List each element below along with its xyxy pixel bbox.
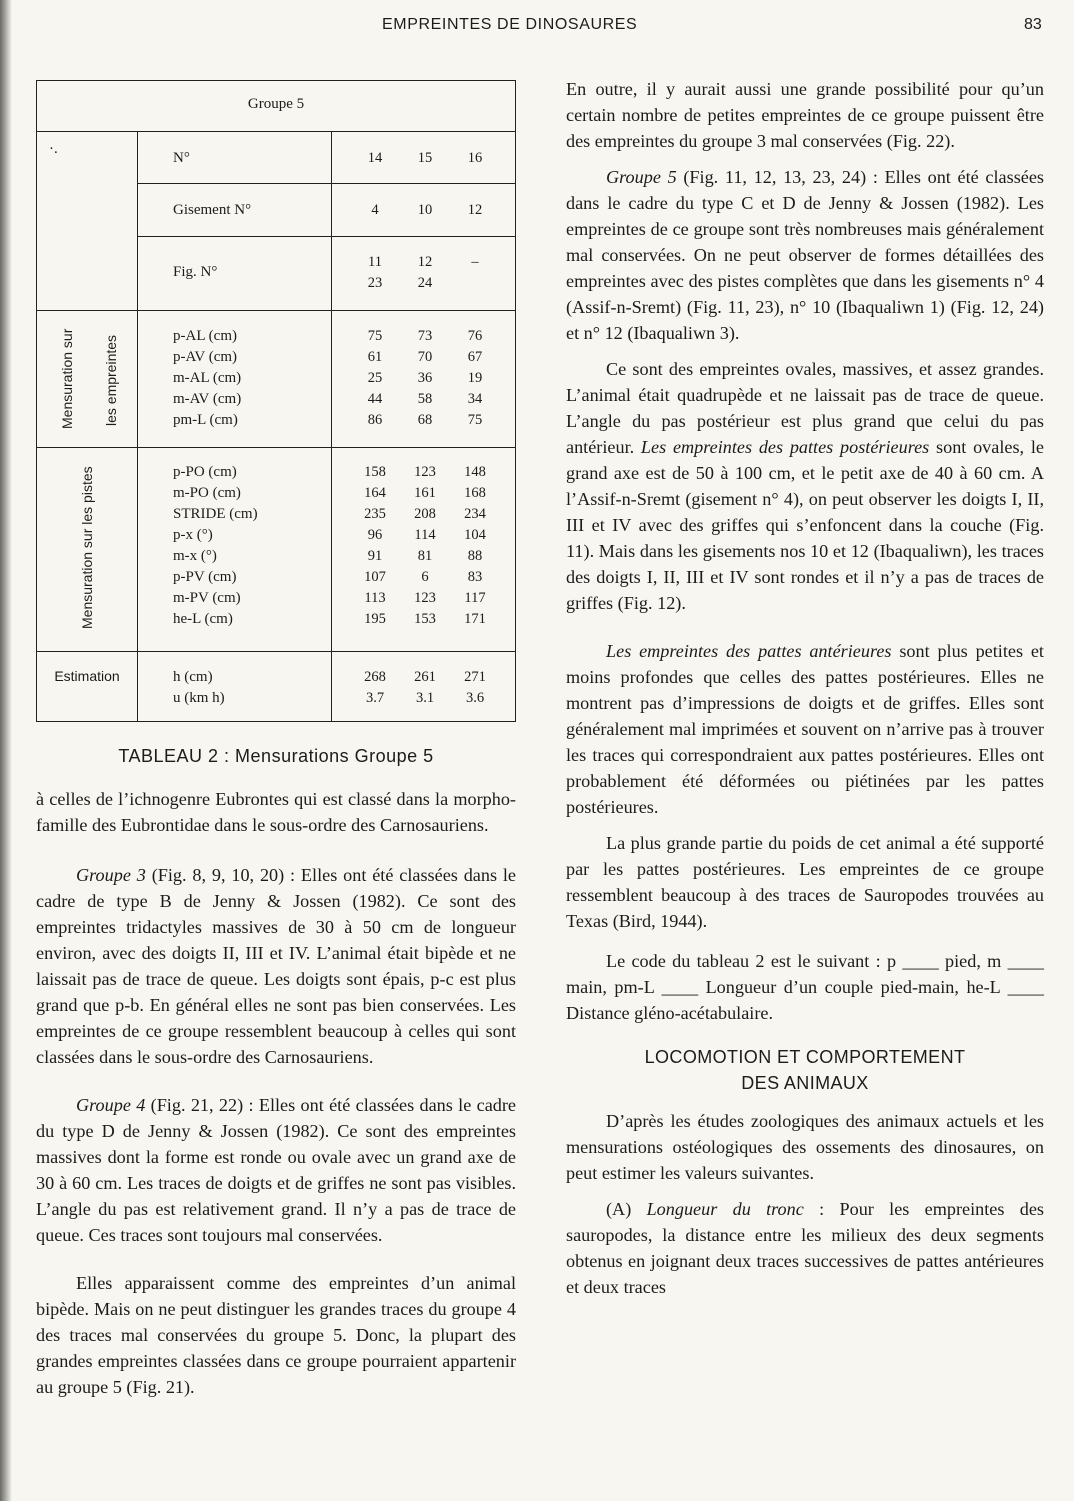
cell: 208 (414, 506, 436, 522)
cell: 171 (464, 611, 486, 627)
cell: 14 (367, 150, 383, 166)
group-heading: Groupe 3 (76, 865, 146, 885)
cell: 148 (464, 464, 486, 480)
row-label: m-PO (cm) (173, 485, 241, 501)
book-binding-shadow (0, 0, 12, 1501)
paragraph-text: (A) (606, 1199, 647, 1219)
paragraph-code (566, 948, 1044, 1026)
cell: 70 (417, 349, 433, 365)
cell: 4 (371, 202, 379, 218)
cell: 10 (417, 202, 433, 218)
cell: 168 (464, 485, 486, 501)
heading-line: DES ANIMAUX (741, 1073, 869, 1093)
cell: 73 (417, 328, 433, 344)
cell: 67 (467, 349, 483, 365)
cell: 104 (464, 527, 486, 543)
cell: 3.6 (465, 690, 485, 706)
paragraph-text: sont plus petites et moins profondes que celles des pattes postérieures. Elles ne montrent pas d’impressions de doigts et de griffes. Elles sont généralement mal imprimées et souvent on n’arrive pas à trouver les traces qui correspondraient aux pattes postérieures. Elles ont probablement été déformées ou piétinées par les pattes postérieures. (566, 641, 1044, 817)
section-heading (566, 1044, 1044, 1096)
cell: 195 (364, 611, 386, 627)
paragraph-etudes (566, 1108, 1044, 1186)
group-label-empreintes-2: les empreintes (103, 334, 119, 426)
row-label-gisement: Gisement N° (173, 202, 252, 218)
cell: 235 (364, 506, 386, 522)
cell: 268 (364, 669, 386, 685)
cell: 12 (467, 202, 483, 218)
cell: 3.7 (365, 690, 385, 706)
cell: 88 (467, 548, 483, 564)
cell: 123 (414, 590, 436, 606)
row-label: STRIDE (cm) (173, 506, 258, 522)
heading-line: LOCOMOTION ET COMPORTEMENT (644, 1047, 966, 1067)
cell: 271 (464, 669, 486, 685)
measurement-table (36, 80, 516, 722)
cell: 117 (464, 590, 486, 606)
cell: 123 (414, 464, 436, 480)
page-header (0, 16, 1074, 40)
row-label: he-L (cm) (173, 611, 233, 627)
cell: 3.1 (415, 690, 435, 706)
cell: 75 (467, 412, 483, 428)
cell: 114 (414, 527, 436, 543)
paragraph-poids (566, 830, 1044, 934)
cell: 61 (367, 349, 383, 365)
cell: 25 (367, 370, 383, 386)
paragraph-text: Ce sont des empreintes ovales, massives, et assez grandes. L’animal était quadrupède et ne laissait pas de trace de queue. L’angle du pas postérieur est plus grand que celui du pas antérieur. (566, 359, 1044, 457)
page-number: 83 (1024, 16, 1042, 33)
table-corner-mark: ·. (49, 141, 58, 157)
table-rule (37, 131, 515, 132)
cell: 81 (417, 548, 433, 564)
row-label: p-AV (cm) (173, 349, 238, 365)
row-label: p-x (°) (173, 527, 213, 543)
cell: 158 (364, 464, 386, 480)
table-rule (331, 131, 332, 721)
paragraph-groupe-5 (566, 164, 1044, 346)
table-title: Groupe 5 (247, 96, 305, 112)
paragraph-text: La plus grande partie du poids de cet animal a été supporté par les pattes postérieures. Les empreintes de ce groupe ressemblent beaucoup à des traces de Sauropodes trouvées au Texas (Bird, 1944). (566, 833, 1044, 931)
emphasis: Les empreintes des pattes postérieures (640, 437, 930, 457)
row-label: pm-L (cm) (173, 412, 238, 428)
row-label: m-AV (cm) (173, 391, 242, 407)
paragraph-possibilite (566, 76, 1044, 154)
cell: 36 (417, 370, 433, 386)
paragraph-groupe-3 (36, 862, 516, 1070)
paragraph-text: (Fig. 11, 12, 13, 23, 24) : Elles ont été classées dans le cadre du type C et D de Jenny & Jossen (1982). Les empreintes de ce groupe sont très nombreuses mais généralement mal conservées. On ne peut observer de formes détaillées des empreintes avec des pistes complètes que dans les gisements n° 4 (Assif-n-Sremt) (Fig. 11, 23), n° 10 (Ibaqualiwn 1) (Fig. 12, 24) et n° 12 (Ibaqualiwn 3). (566, 167, 1044, 343)
row-label: p-PO (cm) (173, 464, 237, 480)
table-caption: TABLEAU 2 : Mensurations Groupe 5 (118, 746, 434, 766)
paragraph-text: D’après les études zoologiques des animaux actuels et les mensurations ostéologiques des ossements des dinosaures, on peut estimer les valeurs suivantes. (566, 1111, 1044, 1183)
cell: 34 (467, 391, 483, 407)
cell: 19 (467, 370, 483, 386)
cell: 12 (417, 254, 433, 270)
paragraph-groupe-4 (36, 1092, 516, 1248)
right-column (566, 76, 1044, 1300)
table-rule (137, 131, 138, 721)
emphasis: Les empreintes des pattes antérieures (606, 641, 892, 661)
cell: 11 (368, 254, 382, 270)
cell: 234 (464, 506, 486, 522)
cell: 86 (367, 412, 383, 428)
paragraph-text: Elles apparaissent comme des empreintes d’un animal bipède. Mais on ne peut distinguer les grandes traces du groupe 4 des traces mal conservées du groupe 5. Donc, la plupart des grandes empreintes classées dans ce groupe pourraient appartenir au groupe 5 (Fig. 21). (36, 1273, 516, 1397)
cell: 261 (414, 669, 436, 685)
cell: 16 (467, 150, 483, 166)
cell: 161 (414, 485, 436, 501)
paragraph-text: : Pour les empreintes des sauropodes, la distance entre les milieux des deux segments obtenus en joignant deux traces successives de pattes antérieures et deux traces (566, 1199, 1045, 1297)
running-title: EMPREINTES DE DINOSAURES (382, 16, 638, 33)
paragraph-text: En outre, il y aurait aussi une grande possibilité pour qu’un certain nombre de petites empreintes de ce groupe puissent être des empreintes du groupe 3 mal conservées (Fig. 22). (566, 79, 1044, 151)
cell: 68 (417, 412, 433, 428)
cell: 23 (367, 275, 383, 291)
cell: 83 (467, 569, 483, 585)
cell: 76 (467, 328, 483, 344)
row-label: p-AL (cm) (173, 328, 237, 344)
row-label: u (km h) (173, 690, 225, 706)
cell: 164 (364, 485, 386, 501)
left-column (36, 786, 516, 1400)
cell: 44 (367, 391, 383, 407)
row-label: p-PV (cm) (173, 569, 237, 585)
group-label-pistes: Mensuration sur les pistes (79, 466, 95, 629)
cell: 96 (367, 527, 383, 543)
cell: 113 (364, 590, 386, 606)
cell: 107 (364, 569, 386, 585)
paragraph-anterieures (566, 638, 1044, 820)
paragraph-bipede (36, 1270, 516, 1400)
paragraph-eubrontes (36, 786, 516, 838)
group-heading: Groupe 4 (76, 1095, 146, 1115)
cell: 6 (421, 569, 429, 585)
row-label: h (cm) (173, 669, 213, 685)
row-label: m-PV (cm) (173, 590, 241, 606)
cell: 15 (417, 150, 433, 166)
cell: 24 (417, 275, 433, 291)
row-label-fig: Fig. N° (173, 264, 218, 280)
row-label-number: N° (173, 150, 190, 166)
table-rule (137, 183, 515, 184)
table-rule (37, 651, 515, 652)
row-label: m-AL (cm) (173, 370, 242, 386)
group-label-empreintes-1: Mensuration sur (59, 328, 75, 429)
cell: 153 (414, 611, 436, 627)
paragraph-ovales (566, 356, 1044, 616)
emphasis: Longueur du tronc (646, 1199, 804, 1219)
table-rule (137, 236, 515, 237)
cell: 91 (367, 548, 383, 564)
table-rule (37, 310, 515, 311)
cell: 75 (367, 328, 383, 344)
paragraph-text: sont ovales, le grand axe est de 50 à 100 cm, et le petit axe de 40 à 60 cm. A l’Assif-n-Sremt (gisement n° 4), on peut observer les doigts I, II, III et IV avec des griffes qui s’enfoncent dans la couche (Fig. 11). Mais dans les gisements nos 10 et 12 (Ibaqualiwn), les traces des doigts I, II, III et IV sont rondes et il n’y a pas de traces de griffes (Fig. 12). (566, 437, 1044, 613)
paragraph-text: à celles de l’ichnogenre Eubrontes qui est classé dans la morpho-famille des Eubrontidae dans le sous-ordre des Carnosauriens. (36, 789, 516, 835)
paragraph-longueur-tronc (566, 1196, 1044, 1300)
paragraph-text: Le code du tableau 2 est le suivant : p ____ pied, m ____ main, pm-L ____ Longueur d’un couple pied-main, he-L ____ Distance gléno-acétabulaire. (566, 951, 1044, 1023)
group-label-estimation: Estimation (54, 668, 120, 684)
table-rule (37, 447, 515, 448)
cell: – (471, 254, 479, 270)
cell: 58 (417, 391, 433, 407)
paragraph-text: (Fig. 8, 9, 10, 20) : Elles ont été classées dans le cadre de type B de Jenny & Jossen (1982). Ce sont des empreintes tridactyles massives de 30 à 50 cm de longueur environ, avec des doigts II, III et IV. L’animal était bipède et ne laissait pas de trace de queue. Les doigts sont épais, p-c est plus grand que p-b. En général elles ne sont pas bien conservées. Les empreintes de ce groupe ressemblent beaucoup à celles qui sont classées dans le sous-ordre des Carnosauriens. (36, 865, 517, 1067)
row-label: m-x (°) (173, 548, 217, 564)
paragraph-text: (Fig. 21, 22) : Elles ont été classées dans le cadre du type D de Jenny & Jossen (1982). Ce sont des empreintes massives dont la forme est ronde ou ovale avec un grand axe de 30 à 60 cm. Les traces de doigts et de griffes ne sont pas visibles. L’angle du pas est relativement grand. Il n’y a pas de trace de queue. Ces traces sont toujours mal conservées. (36, 1095, 517, 1245)
group-heading: Groupe 5 (606, 167, 677, 187)
